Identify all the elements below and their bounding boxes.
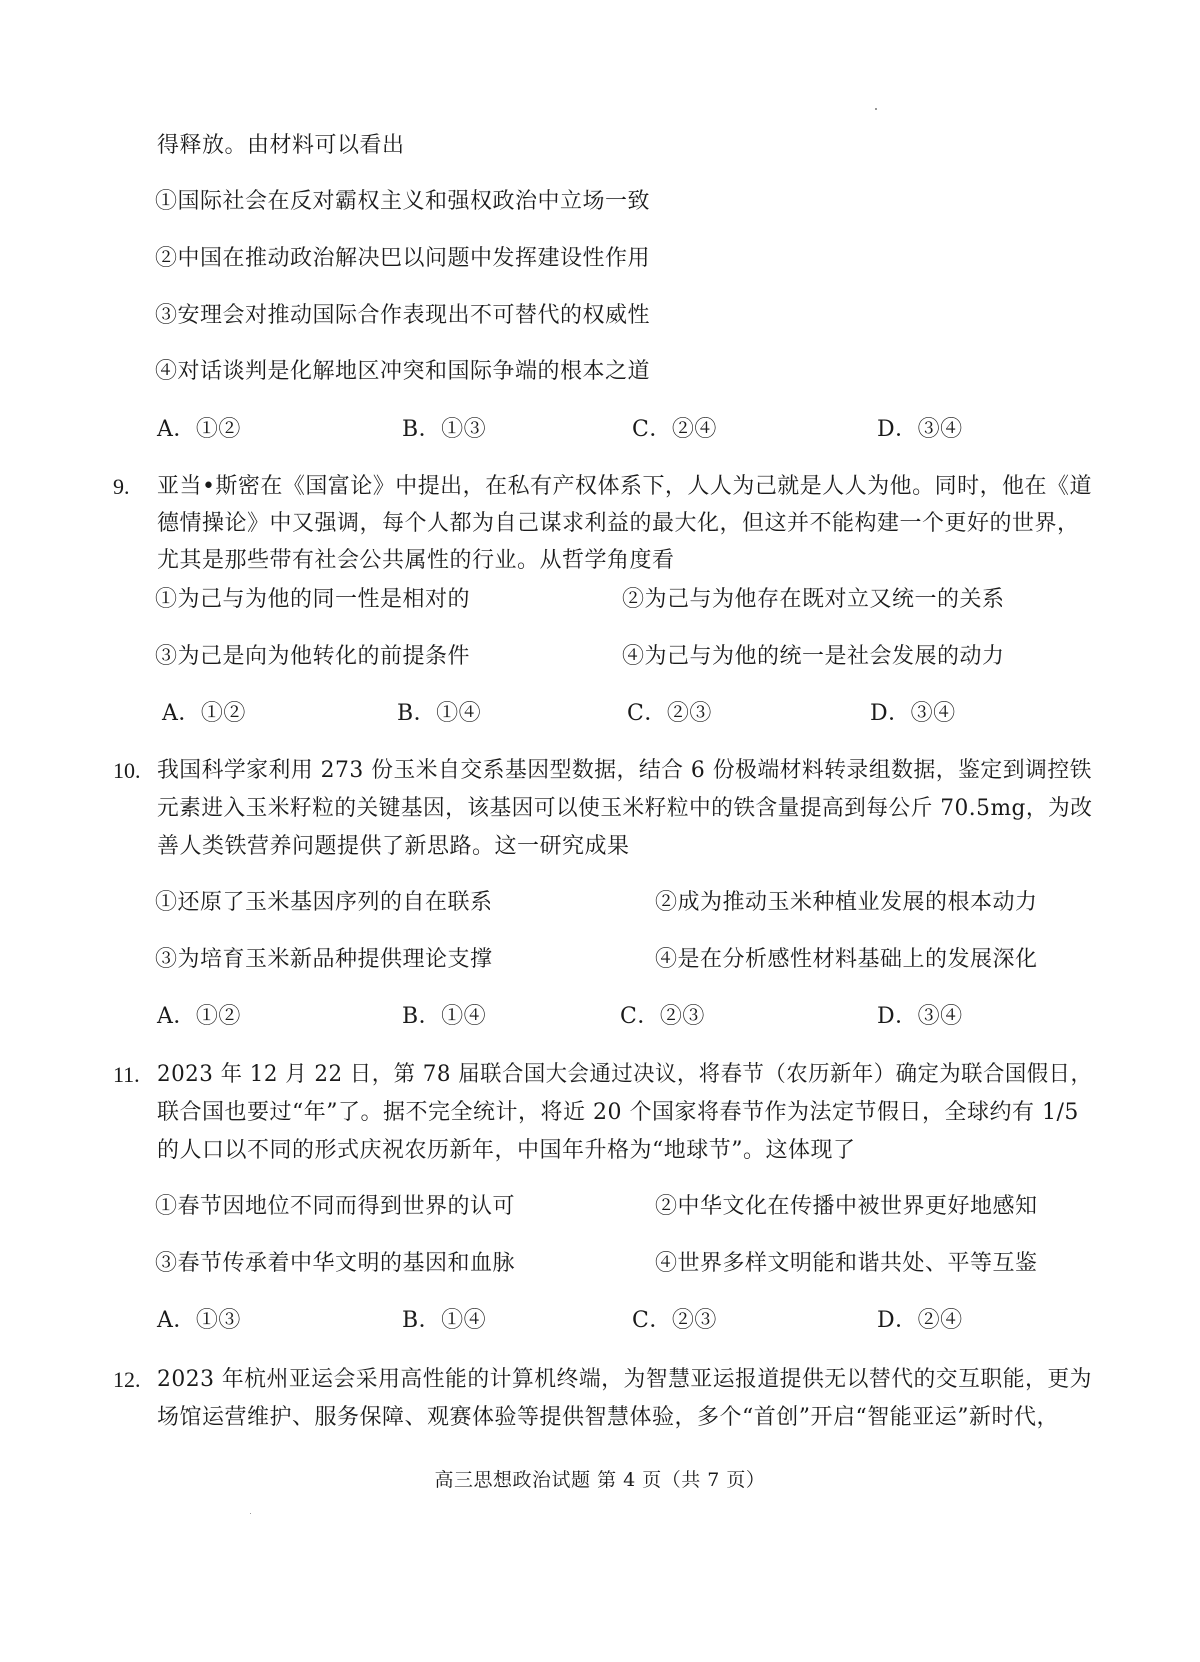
option-d: D．②④ [877,1308,963,1333]
option-d: D．③④ [877,1004,963,1029]
option-a: A．①② [157,1004,241,1029]
question-stem-line: 我国科学家利用 273 份玉米自交系基因型数据，结合 6 份极端材料转录组数据，鉴定到调控铁 [157,758,1092,783]
question-stem-line: 德情操论》中又强调，每个人都为自己谋求利益的最大化，但这并不能构建一个更好的世界， [157,511,1080,536]
statement: ④对话谈判是化解地区冲突和国际争端的根本之道 [155,359,651,384]
question-stem-line: 亚当•斯密在《国富论》中提出，在私有产权体系下，人人为己就是人人为他。同时，他在《道 [157,474,1092,499]
stem-tail: 得释放。由材料可以看出 [157,133,405,158]
option-b: B．①④ [402,1308,487,1333]
option-d: D．③④ [870,701,956,726]
question-number: 10. [113,758,141,783]
statement: ③春节传承着中华文明的基因和血脉 [155,1251,516,1276]
question-number: 11. [113,1062,140,1087]
option-a: A．①② [162,701,246,726]
statement: ②中国在推动政治解决巴以问题中发挥建设性作用 [155,246,651,271]
page-footer: 高三思想政治试题 第 4 页（共 7 页） [434,1469,766,1491]
statement: ④是在分析感性材料基础上的发展深化 [655,947,1038,972]
option-d: D．③④ [877,417,963,442]
statement: ③为培育玉米新品种提供理论支撑 [155,947,493,972]
scan-speck [250,1513,251,1514]
option-a: A．①② [157,417,241,442]
question-stem-line: 元素进入玉米籽粒的关键基因，该基因可以使玉米籽粒中的铁含量提高到每公斤 70.5mg，为改 [157,796,1093,821]
question-stem-line: 尤其是那些带有社会公共属性的行业。从哲学角度看 [157,548,675,573]
question-number: 12. [113,1367,141,1392]
question-stem-line: 联合国也要过“年”了。据不完全统计，将近 20 个国家将春节作为法定节假日，全球约有 1/5 [157,1100,1079,1125]
option-c: C．②③ [627,701,712,726]
option-b: B．①④ [402,1004,487,1029]
statement: ③安理会对推动国际合作表现出不可替代的权威性 [155,303,651,328]
option-c: C．②④ [632,417,717,442]
scan-speck [875,108,877,110]
statement: ②为己与为他存在既对立又统一的关系 [622,587,1005,612]
statement: ②成为推动玉米种植业发展的根本动力 [655,890,1038,915]
question-stem-line: 的人口以不同的形式庆祝农历新年，中国年升格为“地球节”。这体现了 [157,1138,856,1163]
statement: ①国际社会在反对霸权主义和强权政治中立场一致 [155,189,651,214]
statement: ④为己与为他的统一是社会发展的动力 [622,644,1005,669]
statement: ②中华文化在传播中被世界更好地感知 [655,1194,1038,1219]
option-b: B．①③ [402,417,487,442]
question-stem-line: 2023 年杭州亚运会采用高性能的计算机终端，为智慧亚运报道提供无以替代的交互职能，更为 [157,1367,1092,1392]
question-stem-line: 场馆运营维护、服务保障、观赛体验等提供智慧体验，多个“首创”开启“智能亚运”新时代， [157,1405,1059,1430]
option-c: C．②③ [620,1004,705,1029]
statement: ③为己是向为他转化的前提条件 [155,644,471,669]
option-c: C．②③ [632,1308,717,1333]
statement: ④世界多样文明能和谐共处、平等互鉴 [655,1251,1038,1276]
statement: ①为己与为他的同一性是相对的 [155,587,471,612]
option-b: B．①④ [397,701,482,726]
question-stem-line: 善人类铁营养问题提供了新思路。这一研究成果 [157,834,630,859]
statement: ①春节因地位不同而得到世界的认可 [155,1194,516,1219]
option-a: A．①③ [157,1308,241,1333]
question-stem-line: 2023 年 12 月 22 日，第 78 届联合国大会通过决议，将春节（农历新年）确定为联合国假日， [157,1062,1093,1087]
statement: ①还原了玉米基因序列的自在联系 [155,890,493,915]
question-number: 9. [113,474,130,499]
